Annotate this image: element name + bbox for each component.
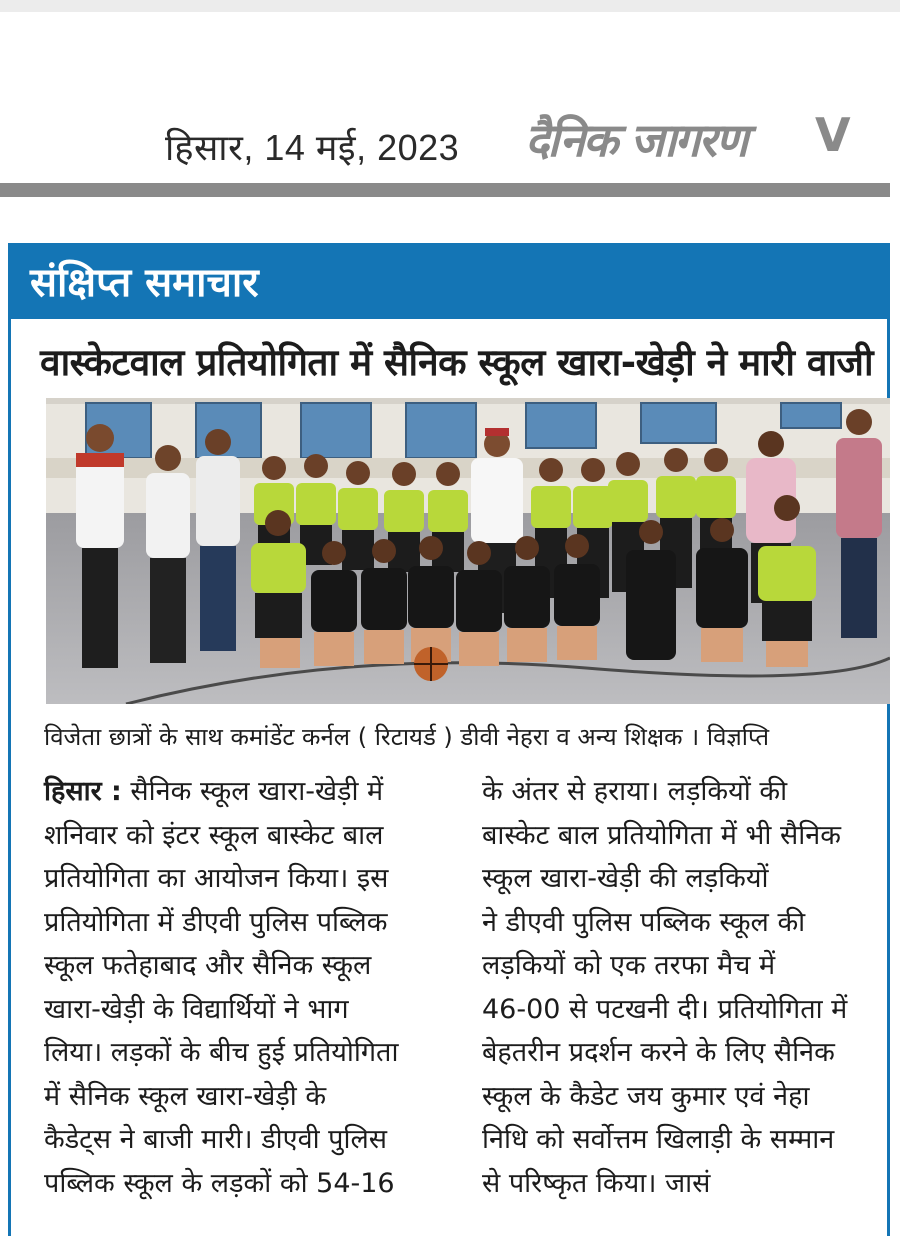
article-line-text: सैनिक स्कूल खारा-खेड़ी में [130,776,384,807]
article-line: लिया। लड़कों के बीच हुई प्रतियोगिता [44,1037,399,1068]
article-line: स्कूल खारा-खेड़ी की लड़कियों [482,863,769,894]
article-line: शनिवार को इंटर स्कूल बास्केट बाल [44,819,384,851]
article-line: में सैनिक स्कूल खारा-खेड़ी के [44,1080,327,1112]
header-rule [0,183,890,197]
masthead-name: दैनिक जागरण [525,113,747,167]
article-line: ने डीएवी पुलिस पब्लिक स्कूल की [482,906,806,938]
article-line: पब्लिक स्कूल के लड़कों को 54-16 [44,1167,395,1199]
article-line: लड़कियों को एक तरफा मैच में [482,950,776,981]
article-dateline-lead: हिसार : [44,776,122,807]
team-photo [46,398,890,704]
article-line: प्रतियोगिता का आयोजन किया। इस [44,863,389,894]
article-headline: वास्केटवाल प्रतियोगिता में सैनिक स्कूल खारा-खेड़ी ने मारी वाजी [40,341,874,384]
article-line: बास्केट बाल प्रतियोगिता में भी सैनिक [482,819,841,851]
article-column-left [44,770,454,1205]
article-line: कैडेट्स ने बाजी मारी। डीएवी पुलिस [44,1124,388,1155]
photo-caption: विजेता छात्रों के साथ कमांडेंट कर्नल ( रिटायर्ड ) डीवी नेहरा व अन्य शिक्षक । विज्ञप्ति [44,723,770,751]
page-dateline: हिसार, 14 मई, 2023 [165,127,460,168]
top-strip [0,0,900,12]
article-line: स्कूल फतेहाबाद और सैनिक स्कूल [44,950,372,981]
article-column-right [482,770,892,1205]
section-title: संक्षिप्त समाचार [30,260,259,306]
team-photo-illustration [46,398,890,704]
article-line: निधि को सर्वोत्तम खिलाड़ी के सम्मान [482,1124,835,1155]
frame-left-border [8,319,11,1236]
article-line [44,770,454,814]
article-line: के अंतर से हराया। लड़कियों की [482,776,788,807]
section-bar [8,243,890,319]
article-line: स्कूल के कैडेट जय कुमार एवं नेहा [482,1080,810,1112]
article-line: बेहतरीन प्रदर्शन करने के लिए सैनिक [482,1037,835,1068]
article-line: 46-00 से पटखनी दी। प्रतियोगिता में [482,993,848,1025]
page-letter: V [815,108,851,162]
newspaper-masthead [525,108,851,168]
article-line: खारा-खेड़ी के विद्यार्थियों ने भाग [44,993,349,1025]
article-line: प्रतियोगिता में डीएवी पुलिस पब्लिक [44,906,388,938]
article-line: से परिष्कृत किया। जासं [482,1167,711,1199]
